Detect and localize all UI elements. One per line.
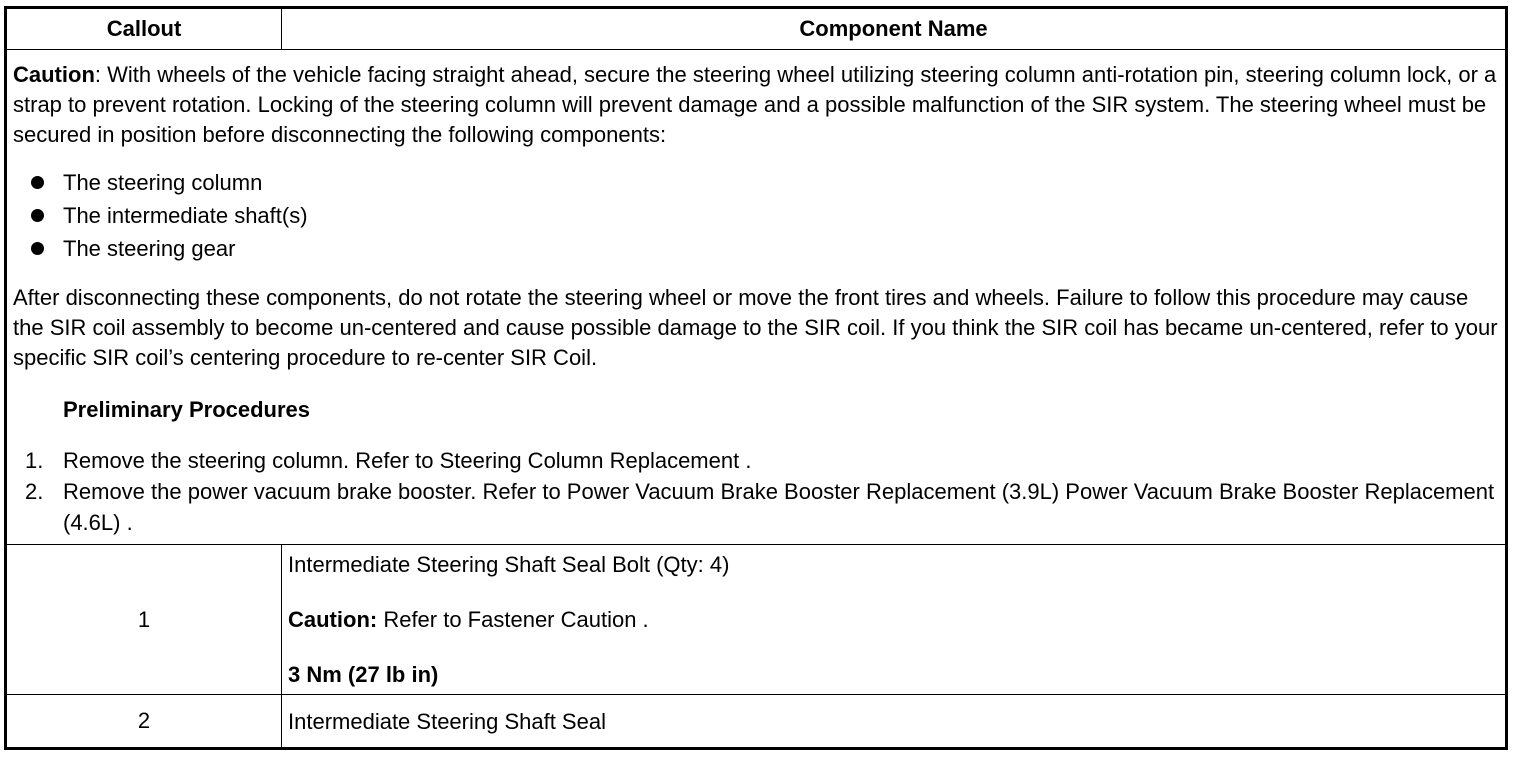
preliminary-procedures-title: Preliminary Procedures [63, 397, 311, 422]
fastener-caution-text: Refer to Fastener Caution . [377, 607, 649, 632]
after-disconnect-paragraph: After disconnecting these components, do not rotate the steering wheel or move the front tires and wheels. Failure to follow this procedure may cause the SIR coil assembly to become un-centered and cause possible damage to the SIR coil. If you think the SIR coil has became un-centered, refer to your specific SIR coil’s centering procedure to re-center SIR Coil. [13, 285, 1498, 370]
bullet-item: The steering gear [13, 232, 1499, 265]
caution-paragraph [13, 60, 1499, 150]
step-text: Remove the steering column. Refer to Steering Column Replacement . [63, 448, 752, 473]
bullet-dot-icon [31, 176, 44, 189]
bullet-dot-icon [31, 209, 44, 222]
step-number: 2. [25, 479, 44, 504]
step-number: 1. [25, 448, 44, 473]
component-name-cell [282, 545, 1506, 695]
component-name: Intermediate Steering Shaft Seal Bolt (Qty: 4) [288, 552, 730, 577]
caution-text: : With wheels of the vehicle facing straight ahead, secure the steering wheel utilizing steering column anti-rotation pin, steering column lock, or a strap to prevent rotation. Locking of the steering column will prevent damage and a possible malfunction of the SIR system. The steering wheel must be secured in position before disconnecting the following components: [13, 62, 1497, 147]
bullet-dot-icon [31, 242, 44, 255]
step-text: Remove the power vacuum brake booster. Refer to Power Vacuum Brake Booster Replacement (3.9L) Power Vacuum Brake Booster Replacement (4.6L) . [63, 479, 1495, 535]
caution-cell [7, 50, 1506, 545]
header-component-name: Component Name [282, 9, 1506, 50]
component-table-frame [4, 6, 1508, 750]
table-row [7, 695, 1506, 748]
bullet-item: The intermediate shaft(s) [13, 199, 1499, 232]
procedure-steps [13, 445, 1499, 538]
header-row [7, 9, 1506, 50]
callout-number: 1 [7, 545, 282, 695]
procedure-step [13, 445, 1499, 476]
torque-spec: 3 Nm (27 lb in) [288, 662, 439, 687]
component-name: Intermediate Steering Shaft Seal [282, 695, 1506, 748]
caution-row [7, 50, 1506, 545]
table-row [7, 545, 1506, 695]
header-callout: Callout [7, 9, 282, 50]
bullet-item: The steering column [13, 166, 1499, 199]
component-table [6, 8, 1506, 748]
caution-label: Caution [13, 62, 95, 87]
procedure-step [13, 476, 1499, 538]
component-bullet-list [13, 166, 1499, 265]
fastener-caution-label: Caution: [288, 607, 378, 632]
fastener-caution [288, 606, 1499, 633]
callout-number: 2 [7, 695, 282, 748]
